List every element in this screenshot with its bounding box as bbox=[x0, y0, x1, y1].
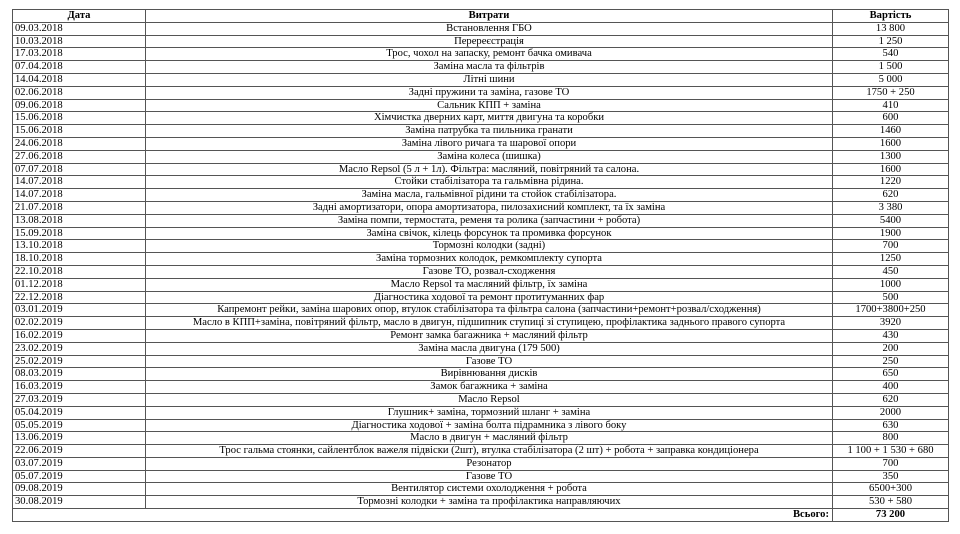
table-row bbox=[13, 22, 949, 35]
table-row bbox=[13, 86, 949, 99]
cost-cell: 1700+3800+250 bbox=[833, 304, 949, 317]
expense-cell: Газове ТО bbox=[146, 470, 833, 483]
date-cell: 08.03.2019 bbox=[13, 368, 146, 381]
cost-cell: 1600 bbox=[833, 163, 949, 176]
table-row bbox=[13, 73, 949, 86]
expense-cell: Масло Repsol (5 л + 1л). Фільтра: масляний, повітряний та салона. bbox=[146, 163, 833, 176]
date-cell: 05.04.2019 bbox=[13, 406, 146, 419]
expense-cell: Заміна масла, гальмівної рідини та стойок стабілізатора. bbox=[146, 189, 833, 202]
expense-cell: Заміна масла та фільтрів bbox=[146, 61, 833, 74]
expense-cell: Газове ТО bbox=[146, 355, 833, 368]
table-row bbox=[13, 445, 949, 458]
date-cell: 14.07.2018 bbox=[13, 189, 146, 202]
cost-cell: 1300 bbox=[833, 150, 949, 163]
date-cell: 05.05.2019 bbox=[13, 419, 146, 432]
table-row bbox=[13, 483, 949, 496]
date-cell: 13.08.2018 bbox=[13, 214, 146, 227]
cost-cell: 700 bbox=[833, 457, 949, 470]
header-date: Дата bbox=[13, 10, 146, 23]
table-row bbox=[13, 496, 949, 509]
date-cell: 27.03.2019 bbox=[13, 393, 146, 406]
expense-cell: Масло в КПП+заміна, повітряний фільтр, масло в двигун, підшипник ступиці зі ступицею, профілактика заднього правого супорта bbox=[146, 317, 833, 330]
expense-cell: Заміна масла двигуна (179 500) bbox=[146, 342, 833, 355]
expense-cell: Сальник КПП + заміна bbox=[146, 99, 833, 112]
date-cell: 14.07.2018 bbox=[13, 176, 146, 189]
expense-cell: Ремонт замка багажника + масляний фільтр bbox=[146, 329, 833, 342]
expense-cell: Діагностика ходової та ремонт протитуманних фар bbox=[146, 291, 833, 304]
date-cell: 09.06.2018 bbox=[13, 99, 146, 112]
expense-cell: Трос, чохол на запаску, ремонт бачка омивача bbox=[146, 48, 833, 61]
date-cell: 02.06.2018 bbox=[13, 86, 146, 99]
table-row bbox=[13, 291, 949, 304]
expense-cell: Заміна лівого ричага та шарової опори bbox=[146, 137, 833, 150]
date-cell: 16.03.2019 bbox=[13, 381, 146, 394]
date-cell: 23.02.2019 bbox=[13, 342, 146, 355]
table-row bbox=[13, 61, 949, 74]
date-cell: 09.03.2018 bbox=[13, 22, 146, 35]
table-row bbox=[13, 253, 949, 266]
expense-cell: Замок багажника + заміна bbox=[146, 381, 833, 394]
cost-cell: 430 bbox=[833, 329, 949, 342]
date-cell: 18.10.2018 bbox=[13, 253, 146, 266]
expense-cell: Масло Repsol bbox=[146, 393, 833, 406]
header-expense: Витрати bbox=[146, 10, 833, 23]
date-cell: 22.06.2019 bbox=[13, 445, 146, 458]
table-row bbox=[13, 265, 949, 278]
cost-cell: 630 bbox=[833, 419, 949, 432]
date-cell: 30.08.2019 bbox=[13, 496, 146, 509]
date-cell: 01.12.2018 bbox=[13, 278, 146, 291]
expense-rows bbox=[13, 22, 949, 508]
table-row bbox=[13, 163, 949, 176]
cost-cell: 3920 bbox=[833, 317, 949, 330]
date-cell: 15.06.2018 bbox=[13, 112, 146, 125]
date-cell: 02.02.2019 bbox=[13, 317, 146, 330]
expense-cell: Заміна помпи, термостата, ременя та ролика (запчастини + робота) bbox=[146, 214, 833, 227]
date-cell: 21.07.2018 bbox=[13, 201, 146, 214]
cost-cell: 1600 bbox=[833, 137, 949, 150]
cost-cell: 1 500 bbox=[833, 61, 949, 74]
table-row bbox=[13, 125, 949, 138]
date-cell: 07.04.2018 bbox=[13, 61, 146, 74]
expense-cell: Заміна тормозних колодок, ремкомплекту супорта bbox=[146, 253, 833, 266]
cost-cell: 1 100 + 1 530 + 680 bbox=[833, 445, 949, 458]
expense-sheet bbox=[12, 9, 949, 522]
expense-cell: Хімчистка дверних карт, миття двигуна та коробки bbox=[146, 112, 833, 125]
table-row bbox=[13, 176, 949, 189]
expense-cell: Діагностика ходової + заміна болта підрамника з лівого боку bbox=[146, 419, 833, 432]
table-row bbox=[13, 317, 949, 330]
table-row bbox=[13, 329, 949, 342]
table-row bbox=[13, 406, 949, 419]
table-row bbox=[13, 342, 949, 355]
cost-cell: 400 bbox=[833, 381, 949, 394]
table-row bbox=[13, 240, 949, 253]
expense-cell: Стойки стабілізатора та гальмівна рідина. bbox=[146, 176, 833, 189]
expense-cell: Тормозні колодки + заміна та профілактика направляючих bbox=[146, 496, 833, 509]
date-cell: 22.10.2018 bbox=[13, 265, 146, 278]
cost-cell: 6500+300 bbox=[833, 483, 949, 496]
expense-cell: Вентилятор системи охолодження + робота bbox=[146, 483, 833, 496]
cost-cell: 600 bbox=[833, 112, 949, 125]
cost-cell: 2000 bbox=[833, 406, 949, 419]
cost-cell: 250 bbox=[833, 355, 949, 368]
table-row bbox=[13, 432, 949, 445]
expense-cell: Перереєстрація bbox=[146, 35, 833, 48]
cost-cell: 620 bbox=[833, 393, 949, 406]
date-cell: 13.10.2018 bbox=[13, 240, 146, 253]
expense-cell: Задні пружини та заміна, газове ТО bbox=[146, 86, 833, 99]
date-cell: 15.06.2018 bbox=[13, 125, 146, 138]
cost-cell: 1900 bbox=[833, 227, 949, 240]
expense-cell: Резонатор bbox=[146, 457, 833, 470]
header-row bbox=[13, 10, 949, 23]
cost-cell: 3 380 bbox=[833, 201, 949, 214]
date-cell: 03.01.2019 bbox=[13, 304, 146, 317]
expense-cell: Тормозні колодки (задні) bbox=[146, 240, 833, 253]
cost-cell: 1220 bbox=[833, 176, 949, 189]
expense-cell: Масло Repsol та масляний фільтр, їх заміна bbox=[146, 278, 833, 291]
table-row bbox=[13, 304, 949, 317]
cost-cell: 13 800 bbox=[833, 22, 949, 35]
date-cell: 16.02.2019 bbox=[13, 329, 146, 342]
date-cell: 17.03.2018 bbox=[13, 48, 146, 61]
expense-cell: Літні шини bbox=[146, 73, 833, 86]
expense-cell: Вирівнювання дисків bbox=[146, 368, 833, 381]
expense-table bbox=[12, 9, 949, 522]
expense-cell: Масло в двигун + масляний фільтр bbox=[146, 432, 833, 445]
expense-cell: Трос гальма стоянки, сайлентблок важеля підвіски (2шт), втулка стабілізатора (2 шт) + робота + заправка кондиціонера bbox=[146, 445, 833, 458]
expense-cell: Заміна свічок, кілець форсунок та промивка форсунок bbox=[146, 227, 833, 240]
cost-cell: 5400 bbox=[833, 214, 949, 227]
total-value: 73 200 bbox=[833, 509, 949, 522]
table-row bbox=[13, 278, 949, 291]
header-cost: Вартість bbox=[833, 10, 949, 23]
date-cell: 05.07.2019 bbox=[13, 470, 146, 483]
table-row bbox=[13, 201, 949, 214]
cost-cell: 1000 bbox=[833, 278, 949, 291]
cost-cell: 700 bbox=[833, 240, 949, 253]
table-row bbox=[13, 419, 949, 432]
cost-cell: 450 bbox=[833, 265, 949, 278]
expense-cell: Задні амортизатори, опора амортизатора, пилозахисний комплект, та їх заміна bbox=[146, 201, 833, 214]
cost-cell: 1750 + 250 bbox=[833, 86, 949, 99]
date-cell: 09.08.2019 bbox=[13, 483, 146, 496]
table-row bbox=[13, 470, 949, 483]
cost-cell: 1 250 bbox=[833, 35, 949, 48]
total-label: Всього: bbox=[146, 509, 833, 522]
table-row bbox=[13, 137, 949, 150]
cost-cell: 200 bbox=[833, 342, 949, 355]
date-cell: 07.07.2018 bbox=[13, 163, 146, 176]
table-row bbox=[13, 150, 949, 163]
table-row bbox=[13, 227, 949, 240]
date-cell: 22.12.2018 bbox=[13, 291, 146, 304]
table-row bbox=[13, 355, 949, 368]
table-row bbox=[13, 35, 949, 48]
table-row bbox=[13, 48, 949, 61]
total-row bbox=[13, 509, 949, 522]
cost-cell: 530 + 580 bbox=[833, 496, 949, 509]
expense-cell: Газове ТО, розвал-сходження bbox=[146, 265, 833, 278]
cost-cell: 540 bbox=[833, 48, 949, 61]
date-cell: 03.07.2019 bbox=[13, 457, 146, 470]
table-row bbox=[13, 189, 949, 202]
date-cell: 13.06.2019 bbox=[13, 432, 146, 445]
date-cell: 27.06.2018 bbox=[13, 150, 146, 163]
table-row bbox=[13, 381, 949, 394]
table-row bbox=[13, 393, 949, 406]
expense-cell: Заміна патрубка та пильника гранати bbox=[146, 125, 833, 138]
date-cell: 25.02.2019 bbox=[13, 355, 146, 368]
cost-cell: 500 bbox=[833, 291, 949, 304]
table-row bbox=[13, 368, 949, 381]
date-cell: 10.03.2018 bbox=[13, 35, 146, 48]
cost-cell: 350 bbox=[833, 470, 949, 483]
cost-cell: 650 bbox=[833, 368, 949, 381]
cost-cell: 1250 bbox=[833, 253, 949, 266]
cost-cell: 1460 bbox=[833, 125, 949, 138]
table-row bbox=[13, 457, 949, 470]
table-row bbox=[13, 99, 949, 112]
cost-cell: 800 bbox=[833, 432, 949, 445]
expense-cell: Заміна колеса (шишка) bbox=[146, 150, 833, 163]
total-blank-cell bbox=[13, 509, 146, 522]
table-row bbox=[13, 112, 949, 125]
date-cell: 15.09.2018 bbox=[13, 227, 146, 240]
date-cell: 14.04.2018 bbox=[13, 73, 146, 86]
expense-cell: Капремонт рейки, заміна шарових опор, втулок стабілізатора та фільтра салона (запчастини+ремонт+розвал/сходження) bbox=[146, 304, 833, 317]
cost-cell: 410 bbox=[833, 99, 949, 112]
date-cell: 24.06.2018 bbox=[13, 137, 146, 150]
cost-cell: 5 000 bbox=[833, 73, 949, 86]
table-row bbox=[13, 214, 949, 227]
expense-cell: Встановлення ГБО bbox=[146, 22, 833, 35]
expense-cell: Глушник+ заміна, тормозний шланг + заміна bbox=[146, 406, 833, 419]
cost-cell: 620 bbox=[833, 189, 949, 202]
